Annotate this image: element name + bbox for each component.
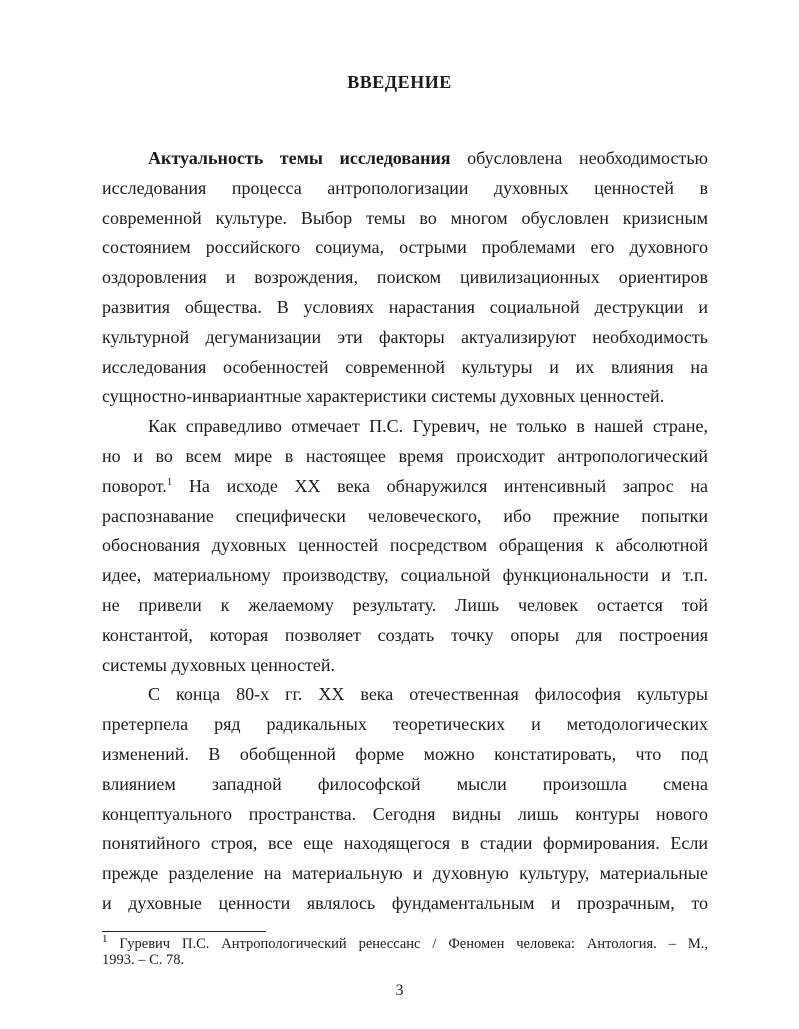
body-text xyxy=(102,146,708,921)
text-line xyxy=(102,206,708,236)
text-line xyxy=(102,504,708,534)
text-line xyxy=(102,355,708,385)
line-text: обоснования духовных ценностей посредством обращения к абсолютной xyxy=(102,535,708,556)
text-line xyxy=(102,384,708,414)
line-text: понятийного строя, все еще находящегося в стадии формирования. Если xyxy=(102,833,708,854)
line-text: оздоровления и возрождения, поиском цивилизационных ориентиров xyxy=(102,267,708,288)
line-text: распознавание специфически человеческого, ибо прежние попытки xyxy=(102,505,708,526)
footnote-text: Гуревич П.С. Антропологический ренессанс / Феномен человека: Антология. – М., xyxy=(119,936,709,952)
text-line xyxy=(102,146,708,176)
line-text: но и во всем мире в настоящее время происходит антропологический xyxy=(102,445,708,466)
text-line xyxy=(102,593,708,623)
text-line xyxy=(102,563,708,593)
line-text: не привели к желаемому результату. Лишь человек остается той xyxy=(102,594,708,615)
line-text: С конца 80-х гг. XX века отечественная философия культуры xyxy=(148,684,708,705)
text-line xyxy=(102,742,708,772)
line-text: концептуального пространства. Сегодня видны лишь контуры нового xyxy=(102,803,708,824)
line-text: влиянием западной философской мысли произошла смена xyxy=(102,773,708,794)
line-text: Как справедливо отмечает П.С. Гуревич, не только в нашей стране, xyxy=(148,416,708,437)
page-number: 3 xyxy=(395,982,404,999)
text-line xyxy=(102,533,708,563)
line-text: системы духовных ценностей. xyxy=(102,654,335,675)
text-line xyxy=(102,861,708,891)
section-title: ВВЕДЕНИЕ xyxy=(347,72,452,92)
line-text: и духовные ценности являлось фундаментальным и прозрачным, то xyxy=(102,892,708,913)
line-text: исследования процесса антропологизации духовных ценностей в xyxy=(102,177,708,198)
line-text: константой, которая позволяет создать точку опоры для построения xyxy=(102,624,708,645)
line-text: прежде разделение на материальную и духовную культуру, материальные xyxy=(102,863,708,884)
text-line xyxy=(102,772,708,802)
line-text: претерпела ряд радикальных теоретических и методологических xyxy=(102,714,708,735)
line-text: развития общества. В условиях нарастания социальной деструкции и xyxy=(102,296,708,317)
bold-lead: Актуальность темы исследования xyxy=(148,148,451,168)
line-text: современной культуре. Выбор темы во многом обусловлен кризисным xyxy=(102,207,708,228)
text-line xyxy=(102,653,708,683)
footnote-divider xyxy=(102,931,266,932)
footnote-reference: 1 xyxy=(166,475,173,488)
text-line xyxy=(102,802,708,832)
text-line xyxy=(102,265,708,295)
text-line xyxy=(102,831,708,861)
line-text: состоянием российского социума, острыми проблемами его духовного xyxy=(102,237,708,258)
text-line xyxy=(102,891,708,921)
text-line xyxy=(102,623,708,653)
line-text: сущностно-инвариантные характеристики системы духовных ценностей. xyxy=(102,386,665,407)
line-text: изменений. В обобщенной форме можно констатировать, что под xyxy=(102,743,708,764)
text-line xyxy=(102,444,708,474)
line-text: обусловлена необходимостью xyxy=(450,148,708,168)
text-line: поворот.$^1$ На исходе XX века обнаружился интенсивный запрос на xyxy=(102,475,708,496)
text-line xyxy=(102,295,708,325)
text-line xyxy=(102,176,708,206)
line-text: исследования особенностей современной культуры и их влияния на xyxy=(102,356,708,377)
line-text: культурной дегуманизации эти факторы актуализируют необходимость xyxy=(102,326,708,347)
line-text: идее, материальному производству, социальной функциональности и т.п. xyxy=(102,565,708,586)
footnote-text-continued: 1993. – С. 78. xyxy=(102,952,185,968)
text-line xyxy=(102,682,708,712)
text-line xyxy=(102,325,708,355)
text-line xyxy=(102,712,708,742)
text-line xyxy=(102,235,708,265)
footnote-marker: 1 xyxy=(102,933,108,946)
footnote xyxy=(102,933,709,968)
text-line xyxy=(102,414,708,444)
